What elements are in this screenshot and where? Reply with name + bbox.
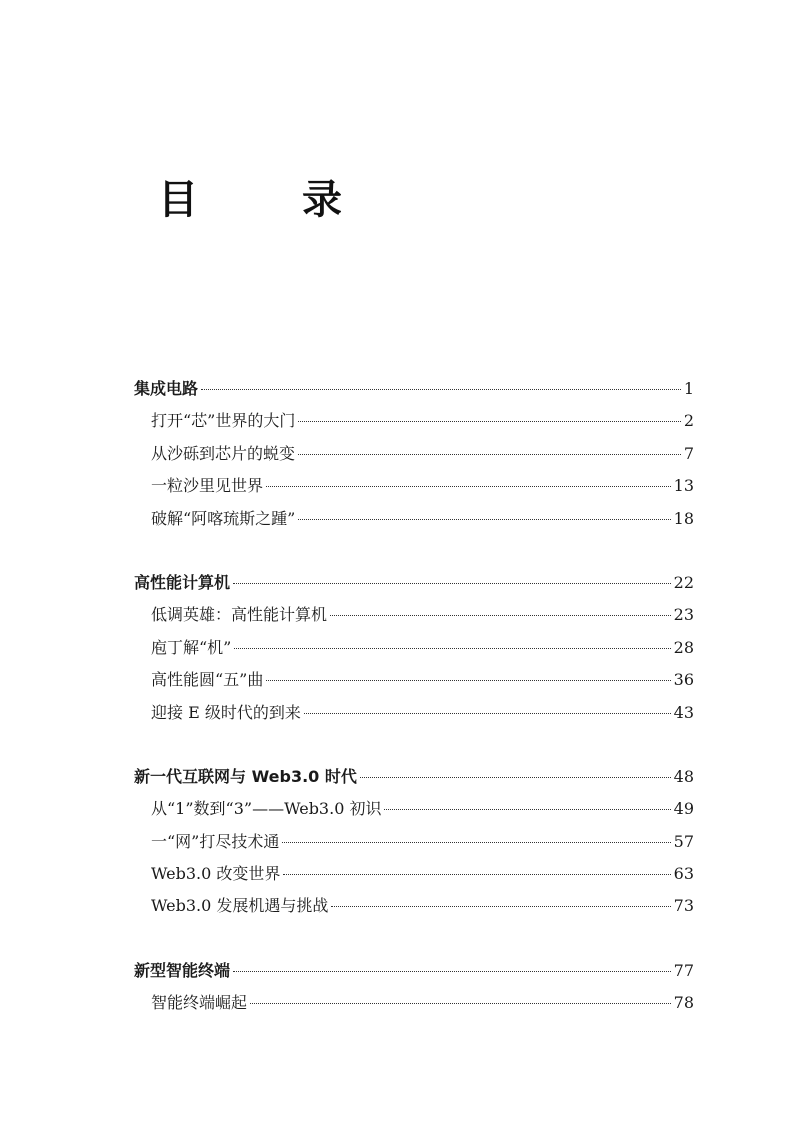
entry-title: 从沙砾到芯片的蜕变 [151, 443, 296, 463]
dot-leader [250, 1003, 671, 1004]
entry-title: 打开“芯”世界的大门 [151, 411, 296, 431]
chapter-title: 高性能计算机 [134, 572, 231, 592]
page-number: 36 [673, 670, 694, 690]
dot-leader [283, 874, 670, 875]
page-number: 22 [673, 572, 694, 592]
page-number: 73 [673, 896, 694, 916]
toc-sub-entry[interactable] [134, 599, 694, 631]
toc-sub-entry[interactable] [134, 470, 694, 502]
toc-sub-entry[interactable] [134, 987, 694, 1019]
dot-leader [266, 486, 671, 487]
page-number: 48 [673, 766, 694, 786]
toc-sub-entry[interactable] [134, 890, 694, 922]
dot-leader [360, 777, 671, 778]
entry-title: 迎接 E 级时代的到来 [151, 702, 301, 722]
toc-chapter-entry[interactable] [134, 955, 694, 987]
dot-leader [234, 648, 670, 649]
entry-title: 高性能圆“五”曲 [151, 670, 264, 690]
page-number: 13 [673, 476, 694, 496]
dot-leader [233, 971, 671, 972]
page-title: 目 录 [158, 177, 374, 223]
dot-leader [201, 389, 681, 390]
toc-sub-entry[interactable] [134, 405, 694, 437]
entry-title: Web3.0 改变世界 [151, 864, 281, 884]
toc-sub-entry[interactable] [134, 438, 694, 470]
toc-section [134, 567, 694, 729]
page-number: 57 [673, 831, 694, 851]
page-number: 63 [673, 864, 694, 884]
dot-leader [298, 421, 680, 422]
page-number: 28 [673, 637, 694, 657]
page-number: 7 [683, 443, 694, 463]
page-number: 2 [683, 411, 694, 431]
page-number: 43 [673, 702, 694, 722]
page-number: 23 [673, 605, 694, 625]
toc-section [134, 761, 694, 923]
entry-title: 低调英雄：高性能计算机 [151, 605, 328, 625]
toc-sub-entry[interactable] [134, 858, 694, 890]
entry-title: 一“网”打尽技术通 [151, 831, 280, 851]
entry-title: 一粒沙里见世界 [151, 476, 264, 496]
dot-leader [304, 713, 671, 714]
dot-leader [233, 583, 671, 584]
entry-title: 智能终端崛起 [151, 993, 248, 1013]
page-number: 77 [673, 960, 694, 980]
page-number: 78 [673, 993, 694, 1013]
dot-leader [282, 842, 670, 843]
chapter-title: 新一代互联网与 Web3.0 时代 [134, 766, 357, 786]
entry-title: 破解“阿喀琉斯之踵” [151, 508, 296, 528]
chapter-title: 新型智能终端 [134, 960, 231, 980]
dot-leader [298, 454, 681, 455]
toc-chapter-entry[interactable] [134, 567, 694, 599]
entry-title: Web3.0 发展机遇与挑战 [151, 896, 329, 916]
toc-chapter-entry[interactable] [134, 761, 694, 793]
page-number: 1 [683, 379, 694, 398]
page-number: 18 [673, 508, 694, 528]
toc-sub-entry[interactable] [134, 632, 694, 664]
toc-sub-entry[interactable] [134, 664, 694, 696]
entry-title: 从“1”数到“3”——Web3.0 初识 [151, 799, 382, 819]
toc-section [134, 373, 694, 535]
toc-sub-entry[interactable] [134, 503, 694, 535]
toc-chapter-entry[interactable] [134, 373, 694, 405]
chapter-title: 集成电路 [134, 379, 199, 398]
toc-sub-entry[interactable] [134, 793, 694, 825]
toc-sub-entry[interactable] [134, 697, 694, 729]
dot-leader [331, 906, 670, 907]
dot-leader [330, 615, 671, 616]
entry-title: 庖丁解“机” [151, 637, 232, 657]
toc-sub-entry[interactable] [134, 826, 694, 858]
dot-leader [266, 680, 670, 681]
page-number: 49 [673, 799, 694, 819]
dot-leader [298, 519, 670, 520]
table-of-contents [134, 373, 694, 1052]
dot-leader [384, 809, 670, 810]
toc-section [134, 955, 694, 1020]
